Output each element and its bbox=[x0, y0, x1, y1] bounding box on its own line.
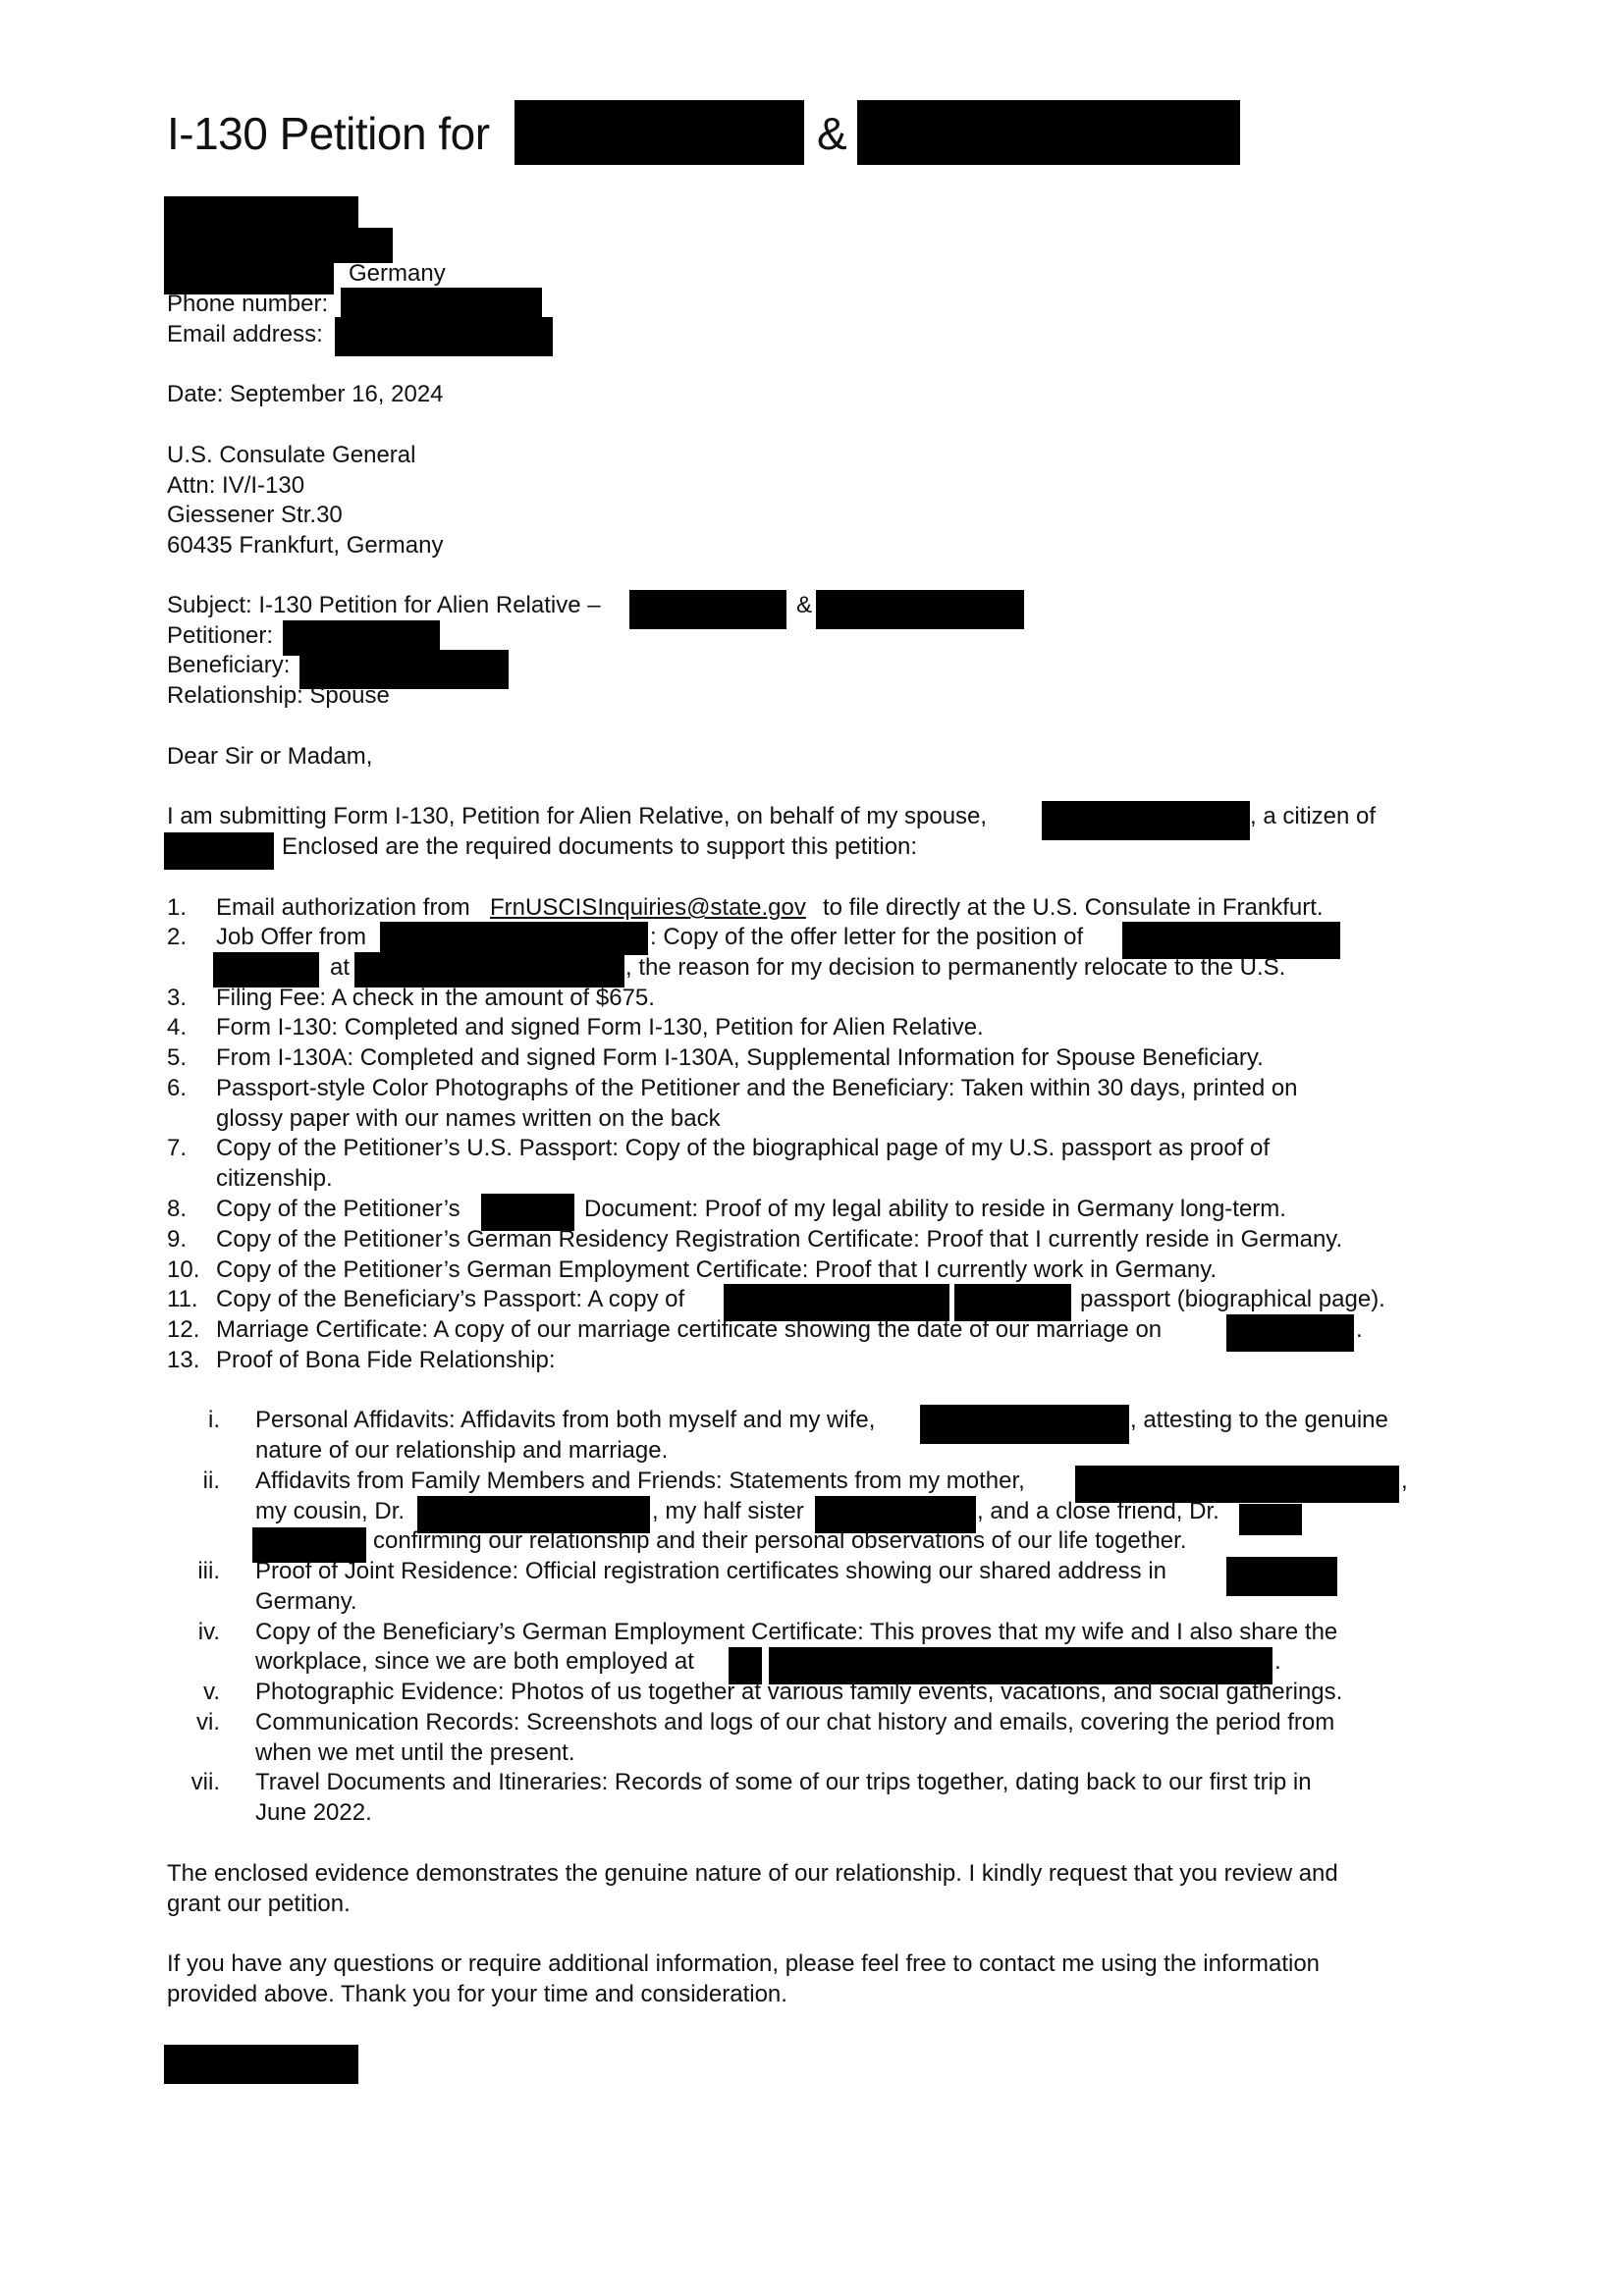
petitioner-label: Petitioner: bbox=[167, 622, 274, 649]
sublist-item-text: Personal Affidavits: Affidavits from both myself and my wife, bbox=[255, 1407, 876, 1433]
sublist-item-text: Travel Documents and Itineraries: Records of some of our trips together, dating back to our first trip in bbox=[255, 1769, 1312, 1795]
list-item-text: Copy of the Beneficiary’s Passport: A copy of bbox=[216, 1286, 685, 1312]
intro-text: I am submitting Form I-130, Petition for Alien Relative, on behalf of my spouse, bbox=[167, 803, 988, 829]
redaction-block bbox=[514, 100, 804, 165]
list-item-text: Filing Fee: A check in the amount of $675. bbox=[216, 985, 655, 1011]
recipient-line: U.S. Consulate General bbox=[167, 442, 416, 468]
subject-ampersand: & bbox=[796, 592, 813, 618]
sublist-item-text: nature of our relationship and marriage. bbox=[255, 1437, 669, 1464]
sublist-item-text: , bbox=[1401, 1468, 1408, 1494]
sublist-numeral: iii. bbox=[197, 1558, 220, 1584]
redaction-block bbox=[380, 922, 648, 955]
recipient-line: 60435 Frankfurt, Germany bbox=[167, 532, 444, 559]
letter-date: Date: September 16, 2024 bbox=[167, 381, 444, 407]
redaction-block bbox=[1226, 1314, 1354, 1352]
list-item-text: Copy of the Petitioner’s U.S. Passport: Copy of the biographical page of my U.S. passport as proof of bbox=[216, 1135, 1271, 1161]
redaction-block bbox=[1042, 801, 1250, 840]
closing-paragraph: If you have any questions or require additional information, please feel free to contact me using the information bbox=[167, 1950, 1321, 1977]
sublist-item-text: Germany. bbox=[255, 1588, 357, 1615]
beneficiary-label: Beneficiary: bbox=[167, 652, 291, 678]
redaction-block bbox=[920, 1405, 1129, 1444]
sublist-item-text: , my half sister bbox=[652, 1498, 804, 1524]
list-number: 8. bbox=[167, 1196, 188, 1222]
signature-redaction bbox=[164, 2045, 358, 2084]
list-number: 5. bbox=[167, 1044, 188, 1071]
title-ampersand: & bbox=[817, 108, 847, 159]
sublist-numeral: vi. bbox=[196, 1709, 220, 1735]
sublist-numeral: ii. bbox=[202, 1468, 220, 1494]
sublist-numeral: i. bbox=[208, 1407, 220, 1433]
list-number: 1. bbox=[167, 894, 188, 921]
closing-paragraph: grant our petition. bbox=[167, 1891, 351, 1917]
list-item-text: Job Offer from bbox=[216, 924, 366, 950]
intro-text: Enclosed are the required documents to support this petition: bbox=[282, 833, 918, 860]
redaction-block bbox=[629, 590, 786, 629]
list-number: 4. bbox=[167, 1014, 188, 1041]
list-item-text: , the reason for my decision to permanently relocate to the U.S. bbox=[625, 954, 1286, 981]
relationship-line: Relationship: Spouse bbox=[167, 682, 390, 709]
list-item-text: Form I-130: Completed and signed Form I-130, Petition for Alien Relative. bbox=[216, 1014, 984, 1041]
list-item-text: Proof of Bona Fide Relationship: bbox=[216, 1347, 556, 1373]
list-number: 7. bbox=[167, 1135, 188, 1161]
closing-paragraph: The enclosed evidence demonstrates the genuine nature of our relationship. I kindly request that you review and bbox=[167, 1860, 1338, 1887]
sublist-item-text: , and a close friend, Dr. bbox=[977, 1498, 1219, 1524]
list-number: 6. bbox=[167, 1075, 188, 1101]
list-number: 10. bbox=[167, 1256, 200, 1283]
list-item-text: Email authorization from bbox=[216, 894, 470, 921]
salutation: Dear Sir or Madam, bbox=[167, 743, 373, 770]
list-number: 11. bbox=[167, 1286, 198, 1312]
redaction-block bbox=[341, 288, 542, 321]
list-item-text: Copy of the Petitioner’s German Employment Certificate: Proof that I currently work in Germany. bbox=[216, 1256, 1218, 1283]
sublist-numeral: v. bbox=[203, 1679, 220, 1705]
list-number: 2. bbox=[167, 924, 188, 950]
recipient-line: Giessener Str.30 bbox=[167, 502, 343, 528]
sublist-numeral: iv. bbox=[197, 1619, 220, 1645]
sublist-item-text: Affidavits from Family Members and Friends: Statements from my mother, bbox=[255, 1468, 1025, 1494]
list-item-text: passport (biographical page). bbox=[1080, 1286, 1385, 1312]
intro-text: , a citizen of bbox=[1250, 803, 1377, 829]
recipient-line: Attn: IV/I-130 bbox=[167, 472, 305, 499]
redaction-block bbox=[816, 590, 1024, 629]
list-item-text: Passport-style Color Photographs of the Petitioner and the Beneficiary: Taken within 30 days, printed on bbox=[216, 1075, 1298, 1101]
sublist-item-text: Copy of the Beneficiary’s German Employment Certificate: This proves that my wife and I also share the bbox=[255, 1619, 1338, 1645]
authorization-email-link[interactable]: FrnUSCISInquiries@state.gov bbox=[490, 894, 806, 921]
sublist-item-text: , attesting to the genuine bbox=[1130, 1407, 1388, 1433]
list-item-text: Document: Proof of my legal ability to reside in Germany long-term. bbox=[584, 1196, 1286, 1222]
list-number: 13. bbox=[167, 1347, 200, 1373]
redaction-block bbox=[164, 832, 274, 870]
list-item-text: at bbox=[330, 954, 351, 981]
list-item-text: Copy of the Petitioner’s German Residency Registration Certificate: Proof that I currently reside in Germany. bbox=[216, 1226, 1343, 1253]
email-label: Email address: bbox=[167, 321, 323, 347]
phone-label: Phone number: bbox=[167, 291, 329, 317]
sublist-item-text: Photographic Evidence: Photos of us together at various family events, vacations, and social gatherings. bbox=[255, 1679, 1343, 1705]
list-item-text: glossy paper with our names written on the back bbox=[216, 1105, 721, 1132]
list-number: 9. bbox=[167, 1226, 188, 1253]
redaction-block bbox=[335, 317, 553, 356]
page-title: I-130 Petition for bbox=[167, 108, 490, 159]
redaction-block bbox=[1239, 1504, 1302, 1535]
sublist-numeral: vii. bbox=[190, 1769, 220, 1795]
list-item-text: . bbox=[1356, 1316, 1363, 1343]
sublist-item-text: June 2022. bbox=[255, 1799, 372, 1826]
sublist-item-text: when we met until the present. bbox=[255, 1739, 575, 1766]
sender-country: Germany bbox=[349, 260, 446, 287]
list-item-text: From I-130A: Completed and signed Form I-130A, Supplemental Information for Spouse Beneficiary. bbox=[216, 1044, 1264, 1071]
closing-paragraph: provided above. Thank you for your time and consideration. bbox=[167, 1981, 787, 2007]
list-item-text: Marriage Certificate: A copy of our marriage certificate showing the date of our marriage on bbox=[216, 1316, 1163, 1343]
list-item-text: citizenship. bbox=[216, 1165, 333, 1192]
list-number: 3. bbox=[167, 985, 188, 1011]
sublist-item-text: Communication Records: Screenshots and logs of our chat history and emails, covering the period from bbox=[255, 1709, 1335, 1735]
redaction-block bbox=[1226, 1557, 1337, 1596]
sublist-item-text: workplace, since we are both employed at bbox=[255, 1648, 694, 1675]
sublist-item-text: confirming our relationship and their personal observations of our life together. bbox=[373, 1527, 1187, 1554]
list-number: 12. bbox=[167, 1316, 200, 1343]
sublist-item-text: . bbox=[1274, 1648, 1281, 1675]
list-item-text: to file directly at the U.S. Consulate in Frankfurt. bbox=[823, 894, 1324, 921]
subject-line: Subject: I-130 Petition for Alien Relative – bbox=[167, 592, 601, 618]
redaction-block bbox=[857, 100, 1240, 165]
list-item-text: : Copy of the offer letter for the position of bbox=[650, 924, 1084, 950]
sublist-item-text: my cousin, Dr. bbox=[255, 1498, 406, 1524]
sublist-item-text: Proof of Joint Residence: Official registration certificates showing our shared address in bbox=[255, 1558, 1167, 1584]
list-item-text: Copy of the Petitioner’s bbox=[216, 1196, 460, 1222]
